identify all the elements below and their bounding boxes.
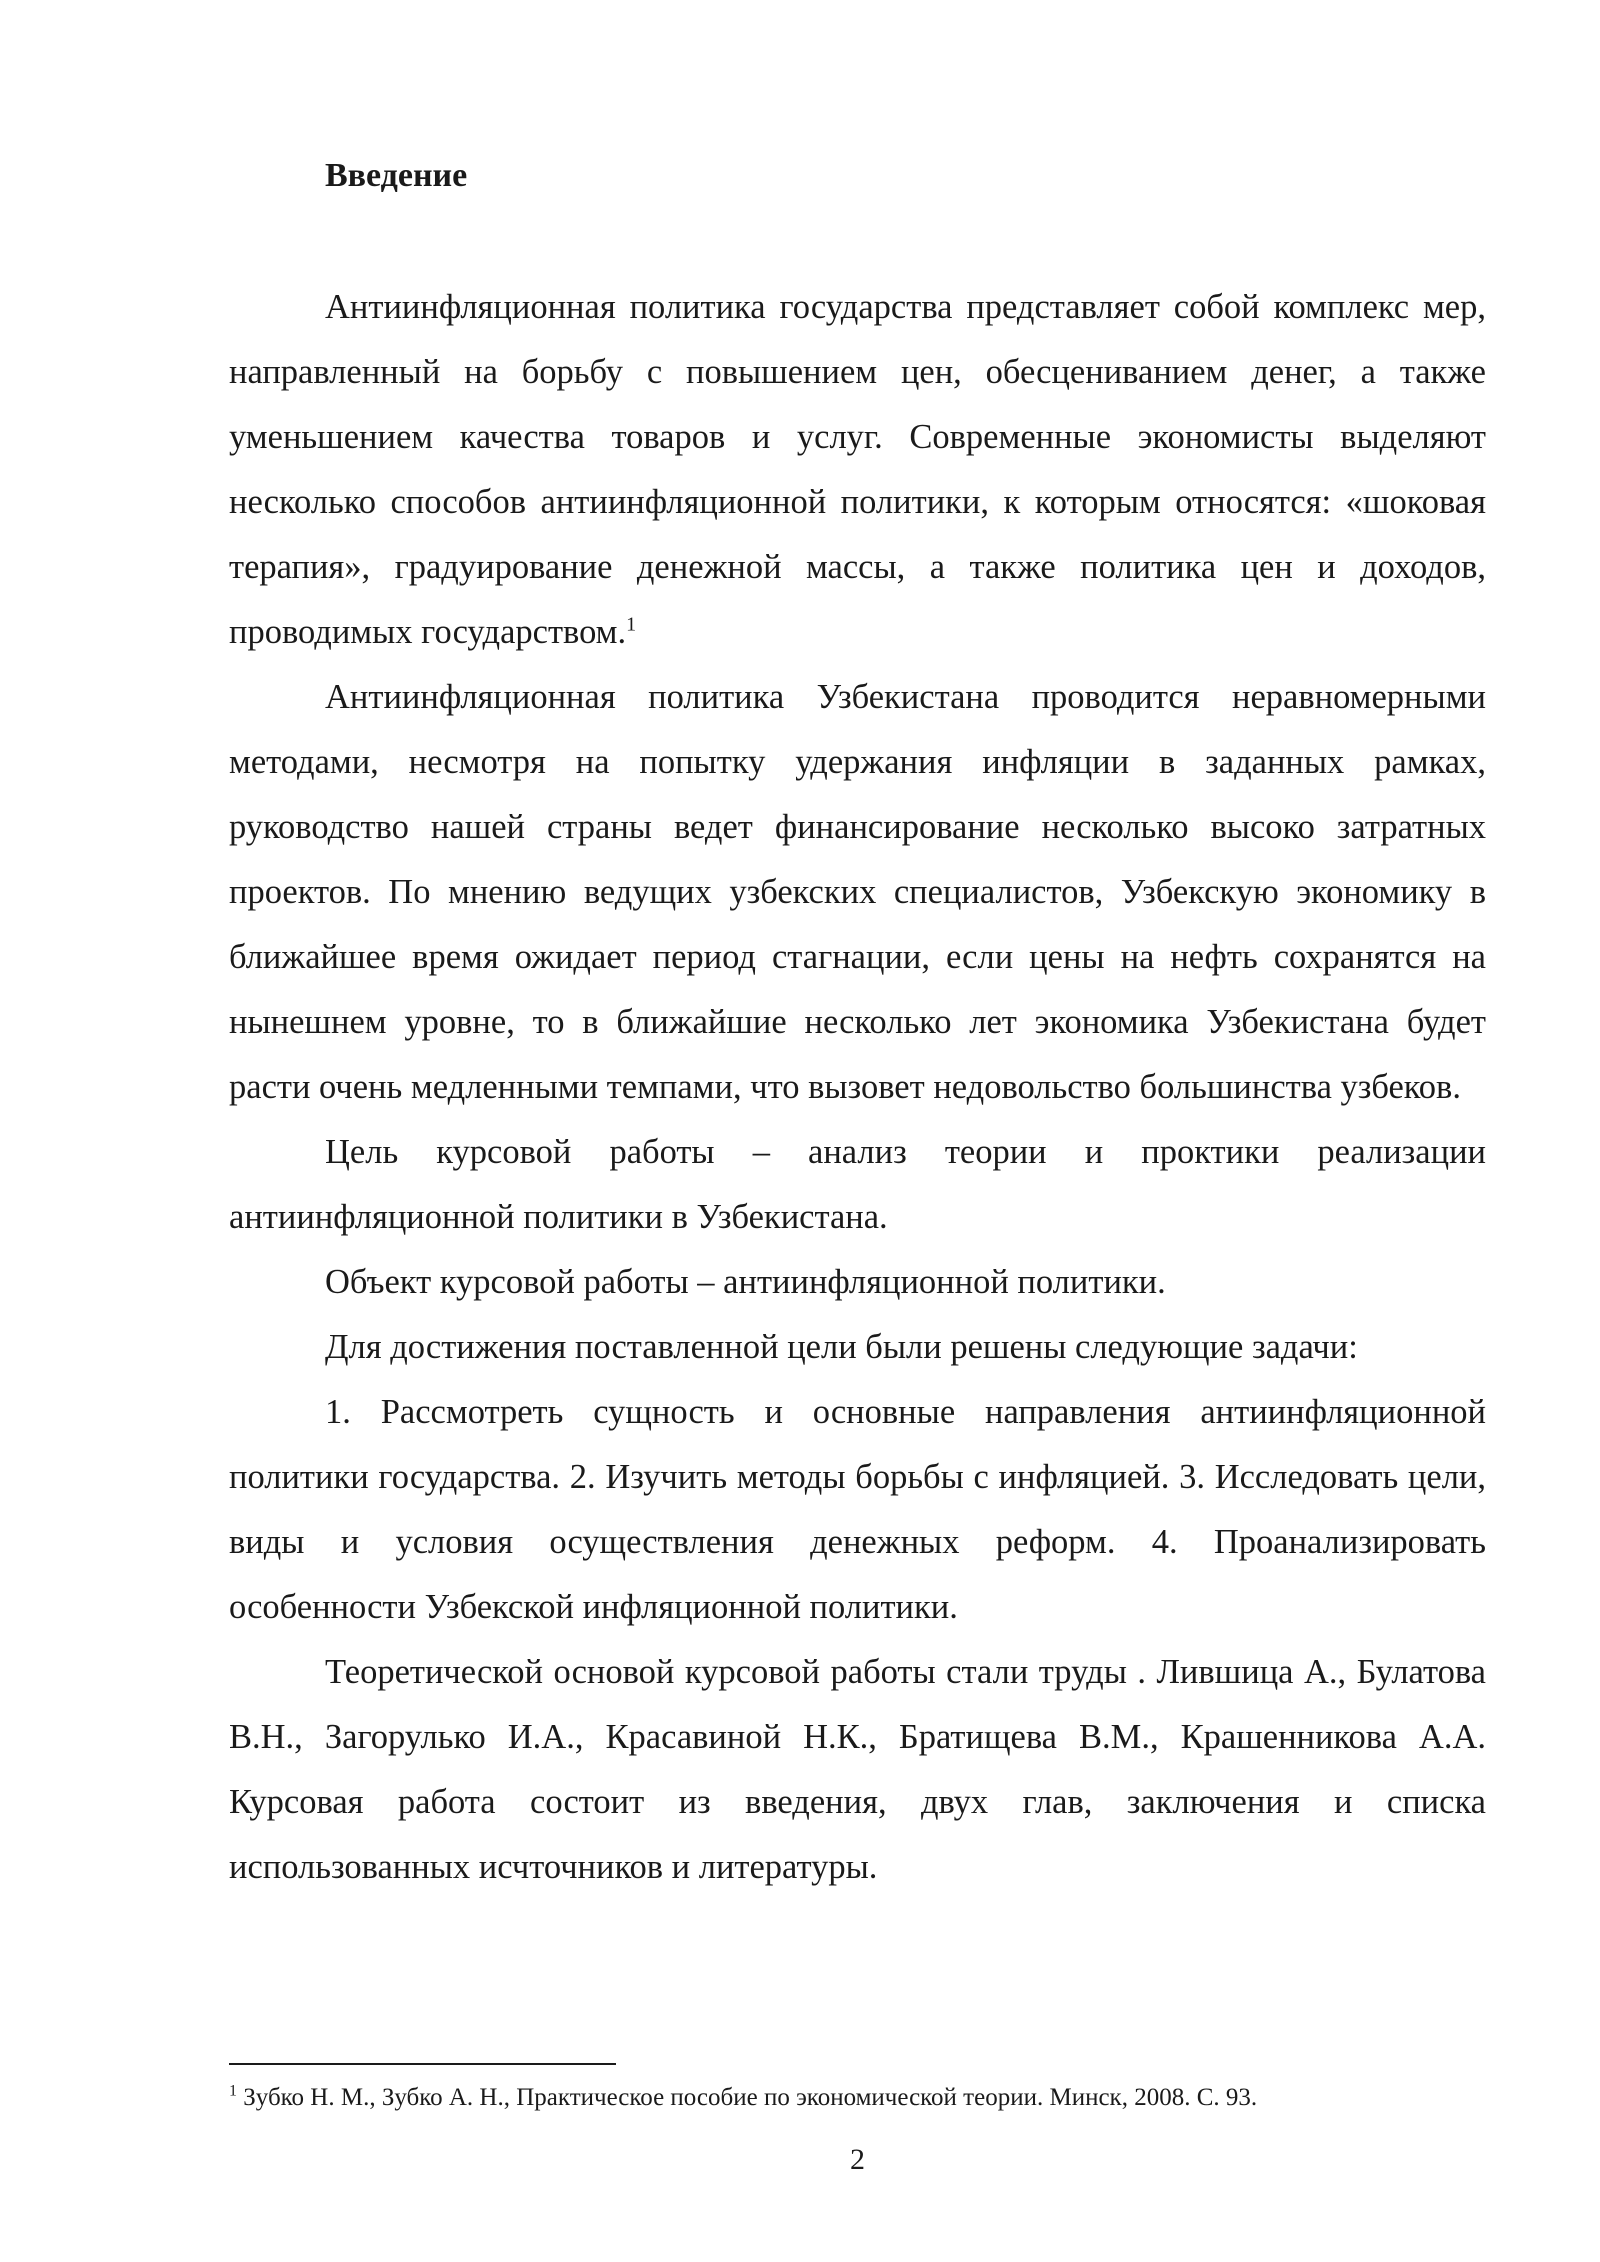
footnote-reference: 1 bbox=[626, 613, 637, 636]
paragraph: Для достижения поставленной цели были решены следующие задачи: bbox=[325, 1328, 1358, 1366]
paragraph bbox=[229, 275, 1486, 665]
paragraph: Теоретической основой курсовой работы стали труды . Лившица А., Булатова В.Н., Загорулько И.А., Красавиной Н.К., Братищева В.М., Крашенникова А.А. Курсовая работа состоит из введения, двух глав, заключения и списка использованных исчточников и литературы. bbox=[229, 1653, 1486, 1886]
paragraph: Антиинфляционная политика Узбекистана проводится неравномерными методами, несмотря на попытку удержания инфляции в заданных рамках, руководство нашей страны ведет финансирование несколько высоко затратных проектов. По мнению ведущих узбекских специалистов, Узбекскую экономику в ближайшее время ожидает период стагнации, если цены на нефть сохранятся на нынешнем уровне, то в ближайшие несколько лет экономика Узбекистана будет расти очень медленными темпами, что вызовет недовольство большинства узбеков. bbox=[229, 678, 1486, 1106]
paragraph: Объект курсовой работы – антиинфляционной политики. bbox=[325, 1263, 1166, 1301]
paragraph: Цель курсовой работы – анализ теории и проктики реализации антиинфляционной политики в Узбекистана. bbox=[229, 1133, 1486, 1236]
document-page bbox=[229, 0, 1486, 2262]
footnote-number: 1 bbox=[229, 2082, 237, 2100]
footnote-separator bbox=[229, 2063, 616, 2065]
footnote bbox=[229, 2080, 1486, 2116]
page-number: 2 bbox=[850, 2143, 865, 2176]
body-text bbox=[229, 275, 1486, 1900]
paragraph: 1. Рассмотреть сущность и основные направления антиинфляционной политики государства. 2. Изучить методы борьбы с инфляцией. 3. Исследовать цели, виды и условия осуществления денежных реформ. 4. Проанализировать особенности Узбекской инфляционной политики. bbox=[229, 1393, 1486, 1626]
footnote-text: Зубко Н. М., Зубко А. Н., Практическое пособие по экономической теории. Минск, 2008. С. 93. bbox=[237, 2084, 1258, 2111]
paragraph-text: Антиинфляционная политика государства представляет собой комплекс мер, направленный на борьбу с повышением цен, обесцениванием денег, а также уменьшением качества товаров и услуг. Современные экономисты выделяют несколько способов антиинфляционной политики, к которым относятся: «шоковая терапия», градуирование денежной массы, а также политика цен и доходов, проводимых государством. bbox=[229, 288, 1486, 651]
section-heading: Введение bbox=[325, 157, 468, 194]
